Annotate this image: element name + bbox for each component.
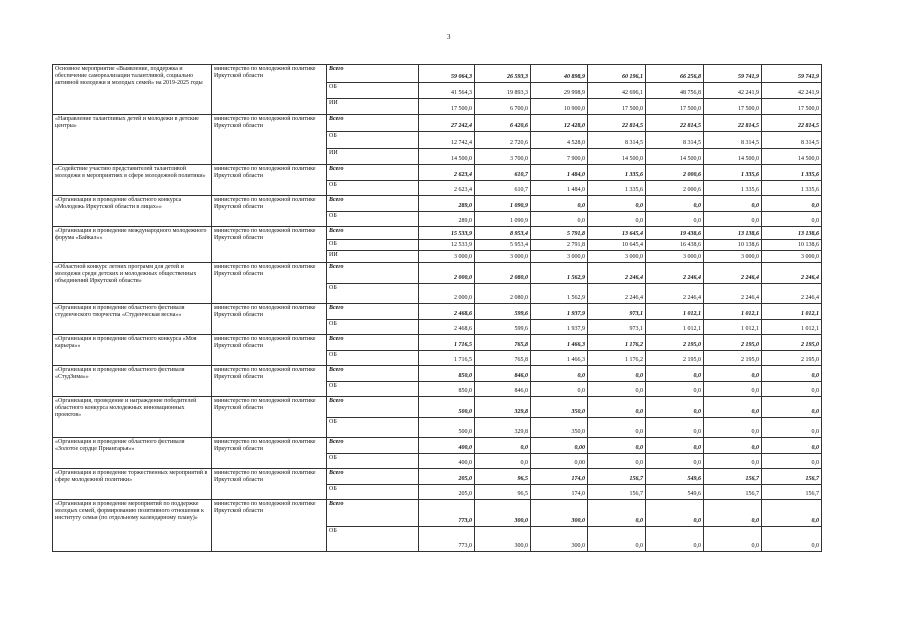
amount-cell: 17 500,0 — [762, 99, 822, 115]
amount-cell: 10 138,6 — [762, 240, 822, 251]
amount-cell: 2 000,6 — [646, 165, 704, 181]
amount-cell: 12 742,4 — [419, 132, 475, 149]
amount-cell: 289,0 — [419, 196, 475, 212]
amount-cell: 26 593,3 — [475, 65, 531, 83]
amount-cell: 14 500,0 — [704, 149, 762, 165]
amount-cell: 2 468,6 — [419, 304, 475, 320]
amount-cell: 0,00 — [531, 454, 588, 469]
amount-cell: 300,0 — [531, 500, 588, 527]
table-row — [53, 263, 822, 284]
amount-cell: 0,0 — [704, 500, 762, 527]
amount-cell: 0,0 — [704, 454, 762, 469]
funding-source-label: ОБ — [327, 382, 419, 397]
amount-cell: 0,0 — [762, 397, 822, 418]
funding-source-label: Всего — [327, 263, 419, 284]
amount-cell: 765,8 — [475, 351, 531, 366]
amount-cell: 1 562,9 — [531, 263, 588, 284]
amount-cell: 2 000,0 — [419, 284, 475, 304]
amount-cell: 59 064,3 — [419, 65, 475, 83]
activity-name: «Организация и проведение областного конкурса «Молодежь Иркутской области в лицах»» — [53, 196, 212, 227]
amount-cell: 8 314,5 — [588, 132, 646, 149]
amount-cell: 1 937,9 — [531, 320, 588, 335]
funding-source-label: Всего — [327, 304, 419, 320]
amount-cell: 0,0 — [588, 366, 646, 382]
table-row — [53, 335, 822, 351]
amount-cell: 1 176,2 — [588, 351, 646, 366]
executor: министерство по молодежной политике Иркутской области — [212, 304, 327, 335]
amount-cell: 773,0 — [419, 500, 475, 527]
executor: министерство по молодежной политике Иркутской области — [212, 438, 327, 469]
amount-cell: 0,0 — [704, 366, 762, 382]
amount-cell: 1 466,3 — [531, 351, 588, 366]
amount-cell: 0,0 — [704, 196, 762, 212]
amount-cell: 13 138,6 — [762, 227, 822, 240]
amount-cell: 850,0 — [419, 382, 475, 397]
amount-cell: 300,0 — [475, 527, 531, 552]
amount-cell: 5 953,4 — [475, 240, 531, 251]
amount-cell: 400,0 — [419, 438, 475, 454]
amount-cell: 2 246,4 — [704, 263, 762, 284]
amount-cell: 549,6 — [646, 485, 704, 500]
amount-cell: 6 700,0 — [475, 99, 531, 115]
funding-source-label: Всего — [327, 165, 419, 181]
funding-source-label: ИИ — [327, 99, 419, 115]
amount-cell: 0,0 — [646, 382, 704, 397]
amount-cell: 156,7 — [762, 485, 822, 500]
amount-cell: 96,5 — [475, 485, 531, 500]
table-row — [53, 469, 822, 485]
page-number: 3 — [447, 33, 451, 41]
amount-cell: 846,0 — [475, 382, 531, 397]
activity-name: Основное мероприятие «Выявление, поддержка и обеспечение самореализации талантливой, социально активной молодежи и молодых семей» на 2019-2025 годы — [53, 65, 212, 115]
amount-cell: 41 564,3 — [419, 83, 475, 99]
amount-cell: 60 196,1 — [588, 65, 646, 83]
amount-cell: 329,8 — [475, 397, 531, 418]
funding-source-label: Всего — [327, 65, 419, 83]
amount-cell: 0,0 — [475, 438, 531, 454]
amount-cell: 0,0 — [762, 366, 822, 382]
amount-cell: 1 562,9 — [531, 284, 588, 304]
amount-cell: 66 256,8 — [646, 65, 704, 83]
amount-cell: 0,0 — [646, 527, 704, 552]
amount-cell: 174,0 — [531, 469, 588, 485]
budget-table-container — [52, 64, 821, 552]
funding-source-label: Всего — [327, 227, 419, 240]
amount-cell: 205,0 — [419, 485, 475, 500]
amount-cell: 2 246,4 — [588, 284, 646, 304]
executor: министерство по молодежной политике Иркутской области — [212, 115, 327, 165]
amount-cell: 973,1 — [588, 320, 646, 335]
amount-cell: 42 241,9 — [762, 83, 822, 99]
amount-cell: 2 246,4 — [762, 284, 822, 304]
amount-cell: 0,0 — [588, 527, 646, 552]
activity-name: «Организация и проведение мероприятий по поддержке молодых семей, формированию позитивного отношения к институту семьи (по отдельному календарному плану)» — [53, 500, 212, 552]
amount-cell: 2 246,4 — [588, 263, 646, 284]
amount-cell: 0,0 — [475, 454, 531, 469]
activity-name: «Направление талантливых детей и молодежи в детские центры» — [53, 115, 212, 165]
amount-cell: 4 528,0 — [531, 132, 588, 149]
amount-cell: 0,0 — [531, 212, 588, 227]
amount-cell: 7 900,0 — [531, 149, 588, 165]
funding-source-label: ОБ — [327, 320, 419, 335]
table-row — [53, 397, 822, 418]
amount-cell: 2 195,0 — [704, 351, 762, 366]
amount-cell: 8 314,5 — [762, 132, 822, 149]
amount-cell: 29 998,9 — [531, 83, 588, 99]
amount-cell: 0,0 — [588, 500, 646, 527]
amount-cell: 1 012,1 — [762, 320, 822, 335]
amount-cell: 0,0 — [588, 454, 646, 469]
amount-cell: 8 314,5 — [704, 132, 762, 149]
funding-source-label: Всего — [327, 115, 419, 132]
amount-cell: 0,0 — [762, 382, 822, 397]
activity-name: «Содействие участию представителей талантливой молодежи в мероприятиях в сфере молодежной политики» — [53, 165, 212, 196]
amount-cell: 0,0 — [646, 196, 704, 212]
amount-cell: 599,6 — [475, 304, 531, 320]
funding-source-label: ОБ — [327, 418, 419, 438]
table-row — [53, 227, 822, 240]
amount-cell: 0,0 — [704, 438, 762, 454]
table-row — [53, 196, 822, 212]
funding-source-label: ОБ — [327, 284, 419, 304]
amount-cell: 1 716,5 — [419, 351, 475, 366]
amount-cell: 0,0 — [762, 212, 822, 227]
funding-source-label: Всего — [327, 397, 419, 418]
amount-cell: 2 246,4 — [646, 284, 704, 304]
budget-table — [52, 64, 822, 552]
amount-cell: 2 000,6 — [646, 181, 704, 196]
amount-cell: 17 500,0 — [646, 99, 704, 115]
amount-cell: 13 645,4 — [588, 227, 646, 240]
amount-cell: 5 791,8 — [531, 227, 588, 240]
amount-cell: 2 195,0 — [646, 351, 704, 366]
amount-cell: 1 090,9 — [475, 196, 531, 212]
amount-cell: 59 741,9 — [704, 65, 762, 83]
executor: министерство по молодежной политике Иркутской области — [212, 227, 327, 263]
amount-cell: 0,0 — [704, 397, 762, 418]
amount-cell: 1 176,2 — [588, 335, 646, 351]
funding-source-label: Всего — [327, 469, 419, 485]
amount-cell: 3 000,0 — [704, 251, 762, 263]
amount-cell: 3 000,0 — [646, 251, 704, 263]
amount-cell: 1 937,9 — [531, 304, 588, 320]
amount-cell: 2 195,0 — [646, 335, 704, 351]
amount-cell: 610,7 — [475, 181, 531, 196]
amount-cell: 289,0 — [419, 212, 475, 227]
amount-cell: 1 466,3 — [531, 335, 588, 351]
amount-cell: 0,0 — [588, 196, 646, 212]
amount-cell: 10 138,6 — [704, 240, 762, 251]
amount-cell: 3 000,0 — [588, 251, 646, 263]
amount-cell: 10 900,0 — [531, 99, 588, 115]
funding-source-label: Всего — [327, 366, 419, 382]
amount-cell: 3 000,0 — [531, 251, 588, 263]
amount-cell: 8 314,5 — [646, 132, 704, 149]
amount-cell: 10 645,4 — [588, 240, 646, 251]
amount-cell: 1 012,1 — [704, 320, 762, 335]
amount-cell: 0,0 — [646, 366, 704, 382]
funding-source-label: ОБ — [327, 527, 419, 552]
amount-cell: 400,0 — [419, 454, 475, 469]
activity-name: «Организация, проведение и награждение победителей областного конкурса молодежных инновационных проектов» — [53, 397, 212, 438]
amount-cell: 1 012,1 — [646, 320, 704, 335]
amount-cell: 329,8 — [475, 418, 531, 438]
executor: министерство по молодежной политике Иркутской области — [212, 165, 327, 196]
amount-cell: 0,0 — [762, 527, 822, 552]
amount-cell: 205,0 — [419, 469, 475, 485]
amount-cell: 0,0 — [762, 438, 822, 454]
amount-cell: 1 012,1 — [762, 304, 822, 320]
amount-cell: 156,7 — [704, 485, 762, 500]
amount-cell: 3 000,0 — [762, 251, 822, 263]
amount-cell: 1 335,6 — [588, 181, 646, 196]
amount-cell: 0,0 — [704, 527, 762, 552]
funding-source-label: ОБ — [327, 240, 419, 251]
amount-cell: 1 335,6 — [704, 165, 762, 181]
amount-cell: 2 791,8 — [531, 240, 588, 251]
amount-cell: 0,0 — [588, 438, 646, 454]
amount-cell: 0,0 — [762, 454, 822, 469]
amount-cell: 19 438,6 — [646, 227, 704, 240]
amount-cell: 610,7 — [475, 165, 531, 181]
amount-cell: 0,0 — [588, 382, 646, 397]
amount-cell: 2 080,0 — [475, 284, 531, 304]
amount-cell: 12 428,0 — [531, 115, 588, 132]
amount-cell: 0,0 — [646, 397, 704, 418]
amount-cell: 0,0 — [646, 212, 704, 227]
amount-cell: 174,0 — [531, 485, 588, 500]
amount-cell: 13 138,6 — [704, 227, 762, 240]
executor: министерство по молодежной политике Иркутской области — [212, 65, 327, 115]
amount-cell: 14 500,0 — [419, 149, 475, 165]
table-row — [53, 65, 822, 83]
funding-source-label: ОБ — [327, 485, 419, 500]
amount-cell: 0,0 — [762, 418, 822, 438]
amount-cell: 2 000,0 — [419, 263, 475, 284]
amount-cell: 42 241,9 — [704, 83, 762, 99]
activity-name: «Организация и проведение областного фестиваля «СтудЗима»» — [53, 366, 212, 397]
amount-cell: 12 533,9 — [419, 240, 475, 251]
amount-cell: 14 500,0 — [762, 149, 822, 165]
amount-cell: 156,7 — [762, 469, 822, 485]
amount-cell: 2 623,4 — [419, 165, 475, 181]
funding-source-label: ОБ — [327, 212, 419, 227]
amount-cell: 0,0 — [646, 454, 704, 469]
funding-source-label: Всего — [327, 500, 419, 527]
amount-cell: 300,0 — [531, 527, 588, 552]
activity-name: «Организация и проведение областного фестиваля «Золотое сердце Приангарья»» — [53, 438, 212, 469]
amount-cell: 3 000,0 — [419, 251, 475, 263]
amount-cell: 1 335,6 — [588, 165, 646, 181]
amount-cell: 2 720,6 — [475, 132, 531, 149]
activity-name: «Организация и проведение областного фестиваля студенческого творчества «Студенческая весна»» — [53, 304, 212, 335]
funding-source-label: Всего — [327, 438, 419, 454]
amount-cell: 22 814,5 — [588, 115, 646, 132]
activity-name: «Организация и проведение международного молодежного форума «Байкал»» — [53, 227, 212, 263]
amount-cell: 500,0 — [419, 397, 475, 418]
amount-cell: 350,0 — [531, 397, 588, 418]
executor: министерство по молодежной политике Иркутской области — [212, 469, 327, 500]
amount-cell: 0,00 — [531, 438, 588, 454]
amount-cell: 6 420,6 — [475, 115, 531, 132]
amount-cell: 0,0 — [531, 366, 588, 382]
funding-source-label: ОБ — [327, 83, 419, 99]
amount-cell: 2 246,4 — [762, 263, 822, 284]
amount-cell: 2 246,4 — [646, 263, 704, 284]
table-body — [53, 65, 822, 552]
amount-cell: 0,0 — [531, 196, 588, 212]
amount-cell: 0,0 — [588, 418, 646, 438]
amount-cell: 1 484,0 — [531, 165, 588, 181]
funding-source-label: ИИ — [327, 149, 419, 165]
amount-cell: 16 438,6 — [646, 240, 704, 251]
amount-cell: 17 500,0 — [704, 99, 762, 115]
amount-cell: 300,0 — [475, 500, 531, 527]
amount-cell: 2 195,0 — [704, 335, 762, 351]
amount-cell: 2 468,6 — [419, 320, 475, 335]
amount-cell: 1 012,1 — [704, 304, 762, 320]
amount-cell: 3 000,0 — [475, 251, 531, 263]
funding-source-label: Всего — [327, 335, 419, 351]
activity-name: «Областной конкурс летних программ для детей и молодежи среди детских и молодежных общественных объединений Иркутской области» — [53, 263, 212, 304]
funding-source-label: ОБ — [327, 454, 419, 469]
amount-cell: 22 814,5 — [646, 115, 704, 132]
amount-cell: 2 195,0 — [762, 351, 822, 366]
executor: министерство по молодежной политике Иркутской области — [212, 397, 327, 438]
amount-cell: 48 756,8 — [646, 83, 704, 99]
amount-cell: 0,0 — [531, 382, 588, 397]
table-row — [53, 500, 822, 527]
amount-cell: 0,0 — [704, 418, 762, 438]
table-row — [53, 115, 822, 132]
amount-cell: 96,5 — [475, 469, 531, 485]
amount-cell: 1 335,6 — [704, 181, 762, 196]
funding-source-label: ОБ — [327, 132, 419, 149]
amount-cell: 17 500,0 — [588, 99, 646, 115]
amount-cell: 599,6 — [475, 320, 531, 335]
amount-cell: 8 953,4 — [475, 227, 531, 240]
amount-cell: 0,0 — [646, 418, 704, 438]
amount-cell: 350,0 — [531, 418, 588, 438]
amount-cell: 2 195,0 — [762, 335, 822, 351]
funding-source-label: ОБ — [327, 351, 419, 366]
amount-cell: 0,0 — [646, 500, 704, 527]
amount-cell: 0,0 — [704, 382, 762, 397]
amount-cell: 1 716,5 — [419, 335, 475, 351]
table-row — [53, 165, 822, 181]
amount-cell: 549,6 — [646, 469, 704, 485]
amount-cell: 1 335,6 — [762, 165, 822, 181]
amount-cell: 1 012,1 — [646, 304, 704, 320]
executor: министерство по молодежной политике Иркутской области — [212, 263, 327, 304]
amount-cell: 773,0 — [419, 527, 475, 552]
amount-cell: 0,0 — [704, 212, 762, 227]
amount-cell: 2 246,4 — [704, 284, 762, 304]
amount-cell: 1 335,6 — [762, 181, 822, 196]
executor: министерство по молодежной политике Иркутской области — [212, 500, 327, 552]
executor: министерство по молодежной политике Иркутской области — [212, 366, 327, 397]
amount-cell: 2 623,4 — [419, 181, 475, 196]
amount-cell: 156,7 — [588, 485, 646, 500]
executor: министерство по молодежной политике Иркутской области — [212, 335, 327, 366]
activity-name: «Организация и проведение торжественных мероприятий в сфере молодежной политики» — [53, 469, 212, 500]
amount-cell: 14 500,0 — [588, 149, 646, 165]
amount-cell: 22 814,5 — [704, 115, 762, 132]
funding-source-label: Всего — [327, 196, 419, 212]
amount-cell: 3 700,0 — [475, 149, 531, 165]
activity-name: «Организация и проведение областного конкурса «Моя карьера»» — [53, 335, 212, 366]
amount-cell: 0,0 — [646, 438, 704, 454]
amount-cell: 765,8 — [475, 335, 531, 351]
amount-cell: 42 696,1 — [588, 83, 646, 99]
amount-cell: 40 898,9 — [531, 65, 588, 83]
amount-cell: 2 080,0 — [475, 263, 531, 284]
amount-cell: 27 242,4 — [419, 115, 475, 132]
table-row — [53, 304, 822, 320]
amount-cell: 500,0 — [419, 418, 475, 438]
amount-cell: 19 893,3 — [475, 83, 531, 99]
amount-cell: 15 533,9 — [419, 227, 475, 240]
amount-cell: 156,7 — [704, 469, 762, 485]
amount-cell: 14 500,0 — [646, 149, 704, 165]
amount-cell: 17 500,0 — [419, 99, 475, 115]
executor: министерство по молодежной политике Иркутской области — [212, 196, 327, 227]
amount-cell: 1 484,0 — [531, 181, 588, 196]
table-row — [53, 366, 822, 382]
funding-source-label: ОБ — [327, 181, 419, 196]
amount-cell: 0,0 — [762, 500, 822, 527]
amount-cell: 59 741,9 — [762, 65, 822, 83]
amount-cell: 846,0 — [475, 366, 531, 382]
amount-cell: 0,0 — [588, 397, 646, 418]
funding-source-label: ИИ — [327, 251, 419, 263]
amount-cell: 0,0 — [762, 196, 822, 212]
amount-cell: 0,0 — [588, 212, 646, 227]
amount-cell: 22 814,5 — [762, 115, 822, 132]
amount-cell: 156,7 — [588, 469, 646, 485]
amount-cell: 1 090,9 — [475, 212, 531, 227]
table-row — [53, 438, 822, 454]
amount-cell: 973,1 — [588, 304, 646, 320]
amount-cell: 850,0 — [419, 366, 475, 382]
